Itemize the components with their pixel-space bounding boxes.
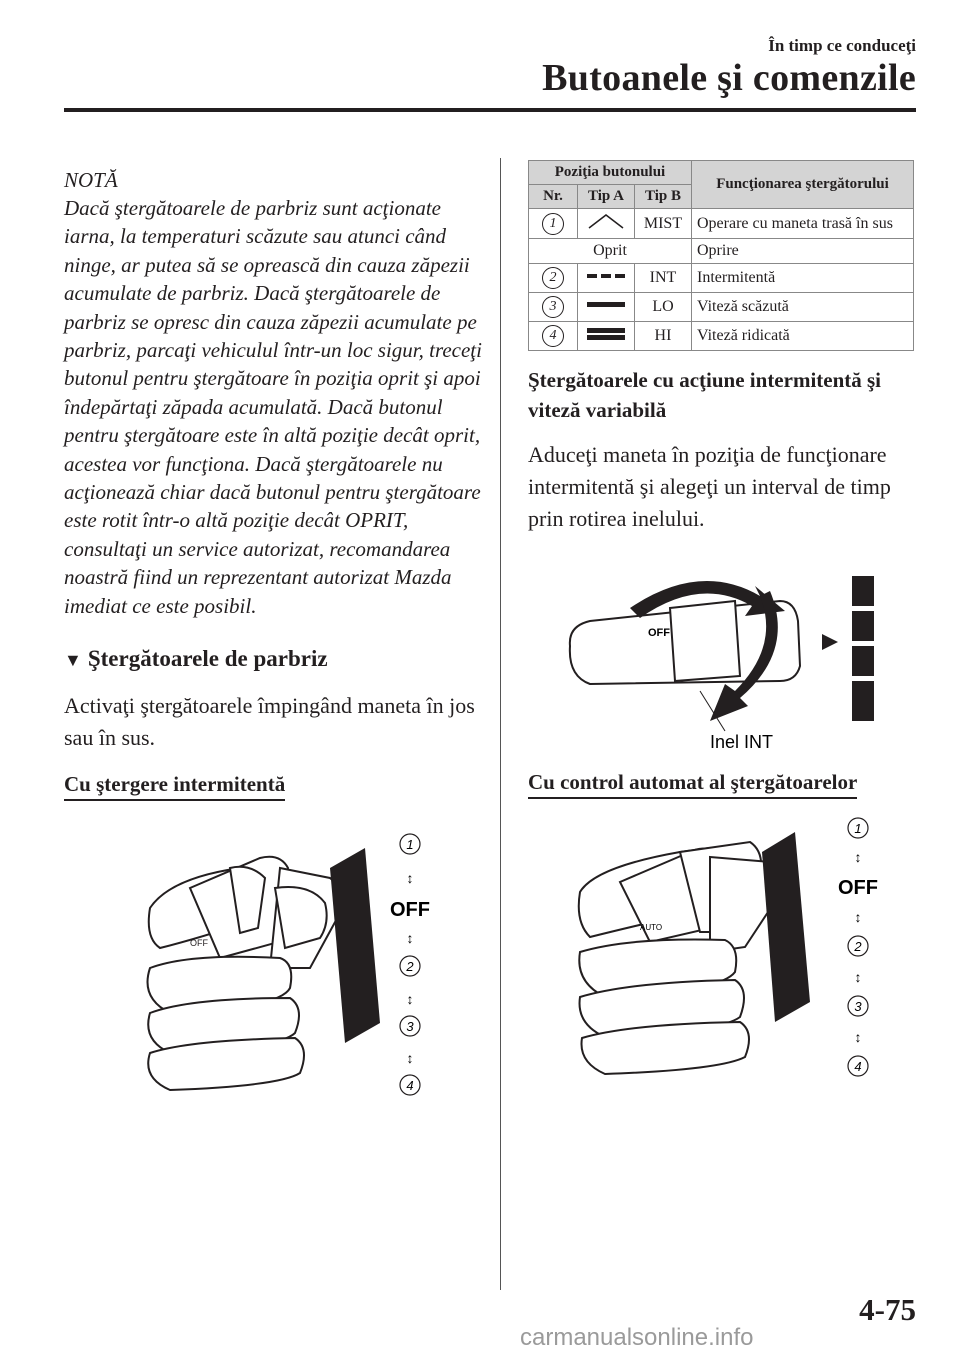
arrow-glyph: ↕: [854, 909, 862, 925]
wiper-lever-figure: [130, 828, 460, 1098]
table-row: [529, 322, 914, 351]
lever-hand-drawing: [148, 857, 342, 1090]
auto-subheading: Cu control automat al ştergătoarelor: [528, 770, 857, 799]
table-row: [529, 264, 914, 293]
arrow-glyph: ↕: [854, 969, 862, 985]
off-label: OFF: [838, 877, 878, 899]
table-header-tip-b: Tip B: [635, 185, 692, 209]
row-off-label: Oprit: [529, 239, 692, 264]
position-label: 1: [406, 837, 414, 852]
row-number: 3: [542, 296, 564, 318]
pointer-triangle-icon: [822, 634, 838, 650]
row-number: 1: [542, 213, 564, 235]
position-label: 2: [854, 939, 862, 954]
int-ring: [670, 601, 740, 681]
wipers-heading: [64, 646, 484, 672]
double-arrow-icon: [330, 848, 380, 1043]
double-arrow-icon: [762, 832, 810, 1022]
wipers-paragraph: Activaţi ştergătoarele împingând maneta în jos sau în sus.: [64, 693, 475, 751]
intermittent-subheading: Cu ştergere intermitentă: [64, 772, 285, 801]
row-tip-b: INT: [635, 264, 692, 293]
row-tip-b: MIST: [635, 209, 692, 239]
variable-speed-paragraph: Aduceţi maneta în poziţia de funcţionare intermitentă şi alegeţi un interval de timp prin rotirea inelului.: [528, 442, 891, 531]
hi-symbol-icon: [585, 326, 627, 342]
position-label: 2: [406, 959, 414, 974]
auto-mark: AUTO: [640, 923, 663, 932]
position-label: 4: [406, 1078, 414, 1093]
row-tip-b: HI: [635, 322, 692, 351]
table-header-group: Poziţia butonului: [529, 161, 692, 185]
int-ring-figure: [560, 566, 900, 756]
note-body: Dacă ştergătoarele de parbriz sunt acţionate iarna, la temperaturi scăzute sau atunci când ninge, ar putea să se oprească din cauza zăpezii acumulate de parbriz. Dacă ştergătoarele de parbriz se opresc din cauza zăpezii acumulate pe parbriz, parcaţi vehiculul într-un loc sigur, treceţi butonul pentru ştergătoare în poziţia oprit şi apoi îndepărtaţi zăpada acumulată. Dacă butonul pentru ştergătoare este în altă poziţie decât oprit, acestea vor funcţiona. Dacă ştergătoarele nu acţionează chiar dacă butonul pentru ştergătoare este rotit într-o altă poziţie decât OPRIT, consultaţi un service autorizat, recomandarea noastră fiind un reprezentant autorizat Mazda imediat ce este posibil.: [64, 196, 482, 618]
row-function: Intermitentă: [692, 264, 914, 293]
arrow-glyph: ↕: [406, 930, 414, 946]
row-function: Viteză scăzută: [692, 293, 914, 322]
arrow-glyph: ↕: [406, 991, 414, 1007]
position-sequence: [390, 834, 430, 1095]
speed-bar: [852, 576, 874, 606]
wipers-heading-text: Ştergătoarele de parbriz: [87, 646, 328, 672]
variable-speed-heading: Ştergătoarele cu acţiune intermitentă şi viteză variabilă: [528, 368, 882, 422]
section-title: În timp ce conduceţi: [768, 36, 916, 55]
table-row: [529, 239, 914, 264]
arrow-glyph: ↕: [406, 1050, 414, 1066]
table-header-function: Funcţionarea ştergătorului: [692, 161, 914, 209]
lever-marks: [190, 938, 208, 948]
header-rule: [64, 108, 916, 112]
watermark: carmanualsonline.info: [520, 1324, 754, 1351]
table-row: [529, 209, 914, 239]
note-title: NOTĂ: [64, 168, 118, 192]
position-label: 4: [854, 1059, 862, 1074]
row-function: Viteză ridicată: [692, 322, 914, 351]
int-symbol-icon: [585, 270, 627, 282]
wiper-position-table: [528, 160, 914, 351]
arrow-glyph: ↕: [406, 870, 414, 886]
auto-wiper-figure: [570, 812, 900, 1082]
mist-symbol-icon: [585, 212, 627, 230]
ring-caption: Inel INT: [710, 732, 774, 752]
svg-text:OFF: OFF: [190, 938, 208, 948]
speed-bar: [852, 646, 874, 676]
triangle-icon: ▼: [64, 650, 82, 671]
row-number: 2: [542, 267, 564, 289]
table-header-nr: Nr.: [529, 185, 578, 209]
speed-bar: [852, 611, 874, 641]
chapter-title: Butoanele şi comenzile: [542, 57, 916, 99]
arrow-glyph: ↕: [854, 1029, 862, 1045]
position-label: 3: [406, 1019, 414, 1034]
lo-symbol-icon: [585, 299, 627, 311]
position-sequence: [838, 818, 878, 1076]
table-row: [529, 293, 914, 322]
arrow-glyph: ↕: [854, 849, 862, 865]
position-label: 3: [854, 999, 862, 1014]
off-label: OFF: [390, 899, 430, 921]
left-column: [64, 166, 484, 801]
lever-hand-drawing: [579, 842, 780, 1074]
lever-off-mark: OFF: [648, 627, 670, 639]
row-function: Oprire: [692, 239, 914, 264]
column-divider: [500, 158, 501, 1290]
speed-bar: [852, 681, 874, 721]
row-tip-b: LO: [635, 293, 692, 322]
table-header-tip-a: Tip A: [578, 185, 635, 209]
right-column: [528, 160, 914, 535]
position-label: 1: [854, 821, 862, 836]
page-number: 4-75: [859, 1292, 916, 1327]
row-function: Operare cu maneta trasă în sus: [692, 209, 914, 239]
row-number: 4: [542, 325, 564, 347]
